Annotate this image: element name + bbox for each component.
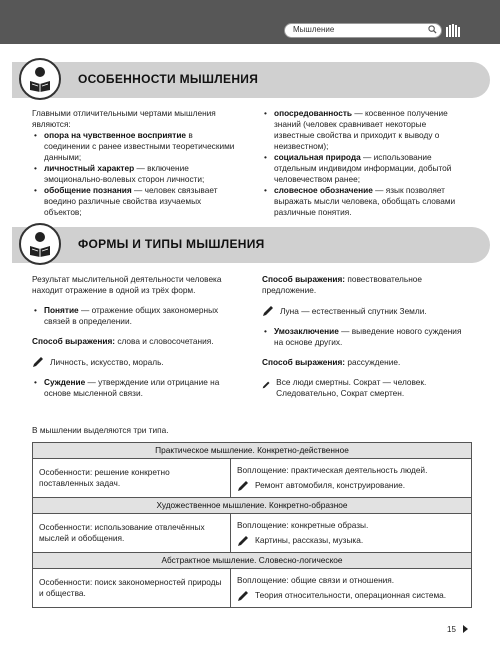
expression-label: Способ выражения: (262, 274, 346, 284)
expression-line (262, 274, 467, 296)
features-right-column (262, 108, 467, 218)
list-item (32, 305, 237, 327)
example-text: Ремонт автомобиля, конструирование. (255, 480, 406, 490)
pen-icon (32, 356, 44, 368)
forms-right-column (262, 274, 467, 399)
term: Суждение (44, 377, 86, 387)
table-row (33, 569, 472, 608)
list-item (262, 108, 467, 152)
expression-value: слова и словосочетания. (115, 336, 214, 346)
features-intro: Главными отличительными чертами мышления являются: (32, 108, 216, 129)
features-left-column (32, 108, 237, 218)
section-banner-features (12, 62, 490, 98)
list-item (32, 185, 237, 218)
example-text: Теория относительности, операционная система. (255, 590, 447, 600)
pen-icon (262, 305, 274, 317)
list-item (262, 152, 467, 185)
example-text: Луна — естественный спутник Земли. (280, 305, 427, 316)
table-header-row (33, 443, 472, 459)
expression-value: повествовательное предложение. (262, 274, 423, 295)
term: личностный характер (44, 163, 135, 173)
list-item (32, 163, 237, 185)
types-intro: В мышлении выделяются три типа. (32, 425, 169, 435)
list-item (262, 185, 467, 218)
list-item (32, 130, 237, 163)
pen-icon (237, 535, 249, 547)
term: опосредованность (274, 108, 353, 118)
example (237, 535, 465, 547)
reader-icon (19, 58, 61, 100)
expression-label: Способ выражения: (32, 336, 116, 346)
definition: — язык позволяет выражать мысли человека, обобщать словами различные понятия. (274, 185, 456, 217)
table-header-row (33, 498, 472, 514)
term: опора на чувственное восприятие (44, 130, 187, 140)
page-number: 15 (447, 625, 456, 634)
example (262, 377, 467, 399)
definition: в соединении с ранее известными теоретическими данными; (44, 130, 235, 162)
expression-label: Способ выражения: (262, 357, 346, 367)
search-box[interactable] (284, 23, 442, 38)
top-bar (0, 0, 500, 44)
features-cell: Особенности: использование отвлечённых мыслей и обобщения. (33, 514, 231, 553)
table-header-row (33, 553, 472, 569)
embodiment-cell (231, 459, 472, 498)
list-item (262, 326, 467, 348)
pen-icon (237, 480, 249, 492)
term: обобщение познания (44, 185, 132, 195)
table-header: Абстрактное мышление. Словесно-логическое (33, 553, 472, 569)
example (237, 480, 465, 492)
embodiment-text: Воплощение: общие связи и отношения. (237, 574, 395, 585)
table-header: Художественное мышление. Конкретно-образное (33, 498, 472, 514)
definition: — утверждение или отрицание на основе мысленной связи. (44, 377, 220, 398)
example-text: Личность, искусство, мораль. (50, 356, 164, 367)
definition: — человек связывает воедино различные свойства изучаемых объектов; (44, 185, 218, 217)
table-header: Практическое мышление. Конкретно-действенное (33, 443, 472, 459)
features-cell: Особенности: поиск закономерностей природы и общества. (33, 569, 231, 608)
term: Умозаключение (274, 326, 339, 336)
term: Понятие (44, 305, 79, 315)
next-page-arrow-icon[interactable] (463, 625, 468, 633)
section-title: ФОРМЫ И ТИПЫ МЫШЛЕНИЯ (78, 237, 265, 251)
forms-left-column (32, 274, 237, 399)
thinking-types-table (32, 442, 472, 608)
definition: — использование отдельным индивидом информации, добытой человечеством ранее; (274, 152, 452, 184)
reader-icon (19, 223, 61, 265)
search-icon[interactable] (428, 25, 437, 34)
expression-line (32, 336, 237, 347)
example-text: Картины, рассказы, музыка. (255, 535, 364, 545)
definition: — отражение общих закономерных связей в определении. (44, 305, 219, 326)
embodiment-text: Воплощение: практическая деятельность людей. (237, 464, 428, 475)
example (237, 590, 465, 602)
term: социальная природа (274, 152, 361, 162)
features-cell: Особенности: решение конкретно поставленных задач. (33, 459, 231, 498)
list-item (32, 377, 237, 399)
search-text: Мышление (293, 25, 335, 34)
expression-line (262, 357, 467, 368)
table-row (33, 514, 472, 553)
embodiment-cell (231, 569, 472, 608)
section-title: ОСОБЕННОСТИ МЫШЛЕНИЯ (78, 72, 259, 86)
pen-icon (262, 379, 270, 391)
example (32, 356, 237, 368)
embodiment-cell (231, 514, 472, 553)
embodiment-text: Воплощение: конкретные образы. (237, 519, 369, 530)
table-row (33, 459, 472, 498)
forms-intro: Результат мыслительной деятельности человека находит отражение в одной из трёх форм. (32, 274, 222, 295)
definition: — косвенное получение знаний (человек сравнивает некоторые известные свойства и приходит к выводу о неизвестном); (274, 108, 448, 151)
pen-icon (237, 590, 249, 602)
section-banner-forms (12, 227, 490, 263)
definition: — включение эмоционально-волевых сторон личности; (44, 163, 205, 184)
term: словесное обозначение (274, 185, 373, 195)
books-logo-icon (446, 24, 462, 37)
expression-value: рассуждение. (345, 357, 401, 367)
definition: — выведение нового суждения на основе других. (274, 326, 462, 347)
example-text: Все люди смертны. Сократ — человек. Следовательно, Сократ смертен. (276, 377, 427, 398)
example (262, 305, 467, 317)
